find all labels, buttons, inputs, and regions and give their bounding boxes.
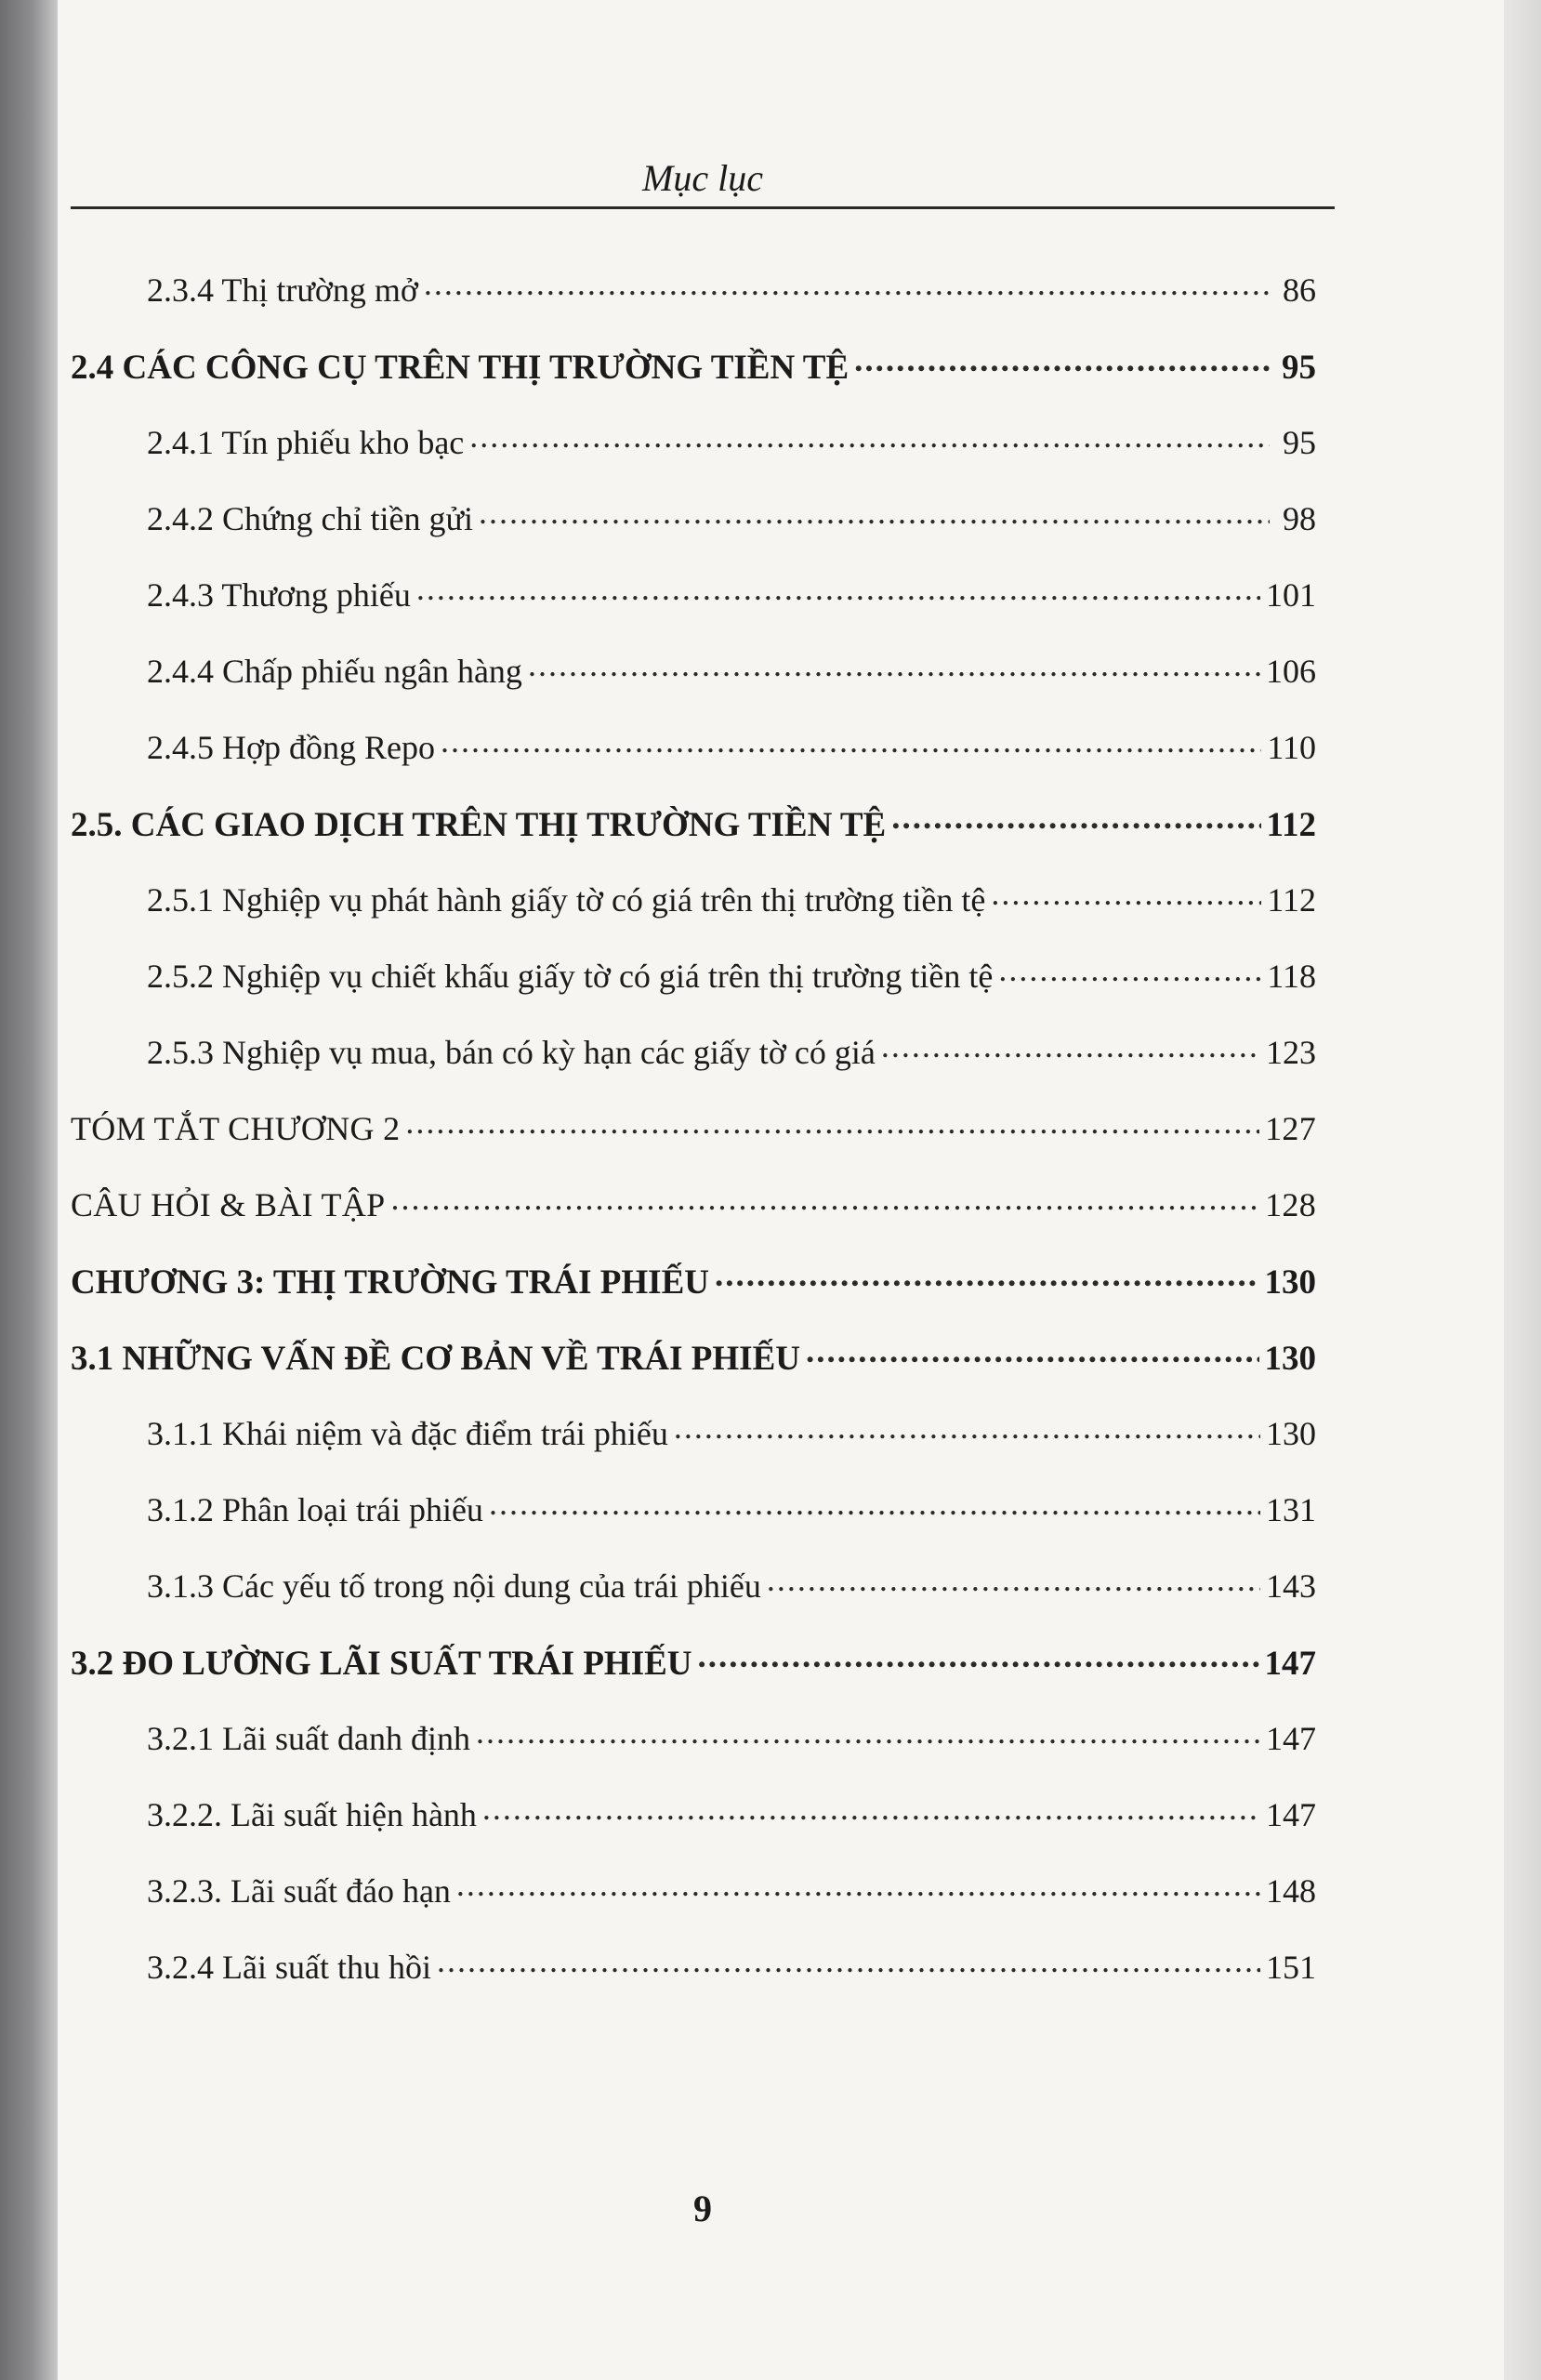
toc-entry[interactable] <box>71 1716 1316 1792</box>
toc-entry[interactable] <box>71 420 1316 496</box>
toc-entry[interactable] <box>71 1259 1316 1335</box>
leader-dots <box>416 573 1260 606</box>
toc-entry-title: 2.5.2 Nghiệp vụ chiết khấu giấy tờ có giá trên thị trường tiền tệ <box>147 958 994 995</box>
leader-dots <box>479 496 1270 530</box>
toc-entry[interactable] <box>71 573 1316 649</box>
toc-entry-page: 110 <box>1267 729 1316 766</box>
toc-entry[interactable] <box>71 1792 1316 1869</box>
toc-entry[interactable] <box>71 1640 1316 1716</box>
toc-entry-title: 3.2.3. Lãi suất đáo hạn <box>147 1872 451 1910</box>
page-number: 9 <box>693 2188 712 2229</box>
toc-entry[interactable] <box>71 1183 1316 1259</box>
toc-entry-title: 3.1.3 Các yếu tố trong nội dung của trái phiếu <box>147 1567 761 1605</box>
toc-entry-title: 3.1.2 Phân loại trái phiếu <box>147 1491 483 1528</box>
toc-entry[interactable] <box>71 878 1316 954</box>
leader-dots <box>698 1640 1259 1674</box>
toc-entry[interactable] <box>71 268 1316 344</box>
toc-entry-page: 86 <box>1283 271 1316 309</box>
leader-dots <box>405 1106 1259 1140</box>
leader-dots <box>456 1869 1260 1902</box>
leader-dots <box>476 1716 1260 1750</box>
toc-entry-title: 2.5.1 Nghiệp vụ phát hành giấy tờ có giá trên thị trường tiền tệ <box>147 881 986 919</box>
toc-entry-title: 3.2.4 Lãi suất thu hồi <box>147 1949 431 1986</box>
book-spine-shadow <box>0 0 58 2380</box>
toc-entry-page: 127 <box>1265 1110 1316 1147</box>
toc-entry[interactable] <box>71 1869 1316 1945</box>
toc-entry[interactable] <box>71 1564 1316 1640</box>
table-of-contents <box>71 268 1316 2021</box>
toc-entry-page: 147 <box>1266 1720 1316 1757</box>
toc-entry[interactable] <box>71 649 1316 725</box>
toc-entry-title: CHƯƠNG 3: THỊ TRƯỜNG TRÁI PHIẾU <box>71 1263 709 1302</box>
show-through-text <box>225 220 1415 245</box>
page-stack-edge <box>1504 0 1541 2380</box>
toc-entry-page: 130 <box>1264 1340 1316 1378</box>
toc-entry-title: 2.4 CÁC CÔNG CỤ TRÊN THỊ TRƯỜNG TIỀN TỆ <box>71 349 850 387</box>
toc-entry-title: 3.2.2. Lãi suất hiện hành <box>147 1796 477 1833</box>
header-divider <box>71 206 1335 209</box>
toc-entry-title: 2.4.2 Chứng chỉ tiền gửi <box>147 500 473 537</box>
toc-entry-title: CÂU HỎI & BÀI TẬP <box>71 1186 386 1223</box>
toc-entry-title: 2.4.4 Chấp phiếu ngân hàng <box>147 653 522 690</box>
leader-dots <box>991 878 1261 911</box>
toc-entry-page: 123 <box>1266 1034 1316 1071</box>
toc-entry-title: 2.4.5 Hợp đồng Repo <box>147 729 436 766</box>
toc-entry-page: 131 <box>1266 1491 1316 1528</box>
leader-dots <box>674 1411 1260 1445</box>
toc-entry-page: 147 <box>1266 1796 1316 1833</box>
toc-entry[interactable] <box>71 1106 1316 1183</box>
toc-entry[interactable] <box>71 1030 1316 1106</box>
toc-entry-page: 147 <box>1264 1645 1316 1683</box>
leader-dots <box>482 1792 1260 1826</box>
toc-entry-page: 101 <box>1266 576 1316 614</box>
toc-entry-page: 106 <box>1266 653 1316 690</box>
leader-dots <box>469 420 1270 454</box>
toc-entry[interactable] <box>71 1411 1316 1488</box>
toc-entry-title: 3.2.1 Lãi suất danh định <box>147 1720 470 1757</box>
leader-dots <box>424 268 1270 301</box>
leader-dots <box>767 1564 1260 1597</box>
leader-dots <box>437 1945 1260 1978</box>
toc-entry-title: 3.2 ĐO LƯỜNG LÃI SUẤT TRÁI PHIẾU <box>71 1645 692 1683</box>
toc-entry[interactable] <box>71 801 1316 878</box>
toc-entry[interactable] <box>71 1488 1316 1564</box>
toc-entry[interactable] <box>71 496 1316 573</box>
leader-dots <box>998 954 1261 987</box>
toc-entry-title: 2.4.1 Tín phiếu kho bạc <box>147 424 465 461</box>
leader-dots <box>854 344 1270 378</box>
leader-dots <box>441 725 1261 759</box>
toc-entry[interactable] <box>71 344 1316 420</box>
leader-dots <box>806 1335 1259 1369</box>
running-header: Mục lục <box>642 157 763 199</box>
toc-entry-title: 3.1 NHỮNG VẤN ĐỀ CƠ BẢN VỀ TRÁI PHIẾU <box>71 1340 800 1378</box>
leader-dots <box>891 801 1260 836</box>
toc-entry-page: 143 <box>1266 1567 1316 1605</box>
toc-entry-page: 112 <box>1267 881 1316 919</box>
toc-entry-page: 95 <box>1283 424 1316 461</box>
leader-dots <box>881 1030 1260 1064</box>
toc-entry-page: 148 <box>1266 1872 1316 1910</box>
toc-entry-page: 128 <box>1265 1186 1316 1223</box>
toc-entry-page: 118 <box>1267 958 1316 995</box>
toc-entry-page: 98 <box>1283 500 1316 537</box>
leader-dots <box>390 1183 1259 1216</box>
toc-entry-title: 3.1.1 Khái niệm và đặc điểm trái phiếu <box>147 1415 668 1452</box>
toc-entry[interactable] <box>71 1335 1316 1411</box>
leader-dots <box>489 1488 1260 1521</box>
toc-entry[interactable] <box>71 725 1316 801</box>
toc-entry-page: 95 <box>1282 349 1316 387</box>
toc-entry-title: 2.3.4 Thị trường mở <box>147 271 418 309</box>
toc-entry-page: 130 <box>1266 1415 1316 1452</box>
toc-entry-title: 2.5. CÁC GIAO DỊCH TRÊN THỊ TRƯỜNG TIỀN TỆ <box>71 806 887 844</box>
toc-entry-title: 2.4.3 Thương phiếu <box>147 576 411 614</box>
toc-entry-title: TÓM TẮT CHƯƠNG 2 <box>71 1110 401 1147</box>
leader-dots <box>715 1259 1259 1293</box>
toc-entry-page: 130 <box>1264 1263 1316 1302</box>
toc-entry[interactable] <box>71 954 1316 1030</box>
leader-dots <box>528 649 1260 682</box>
toc-entry[interactable] <box>71 1945 1316 2021</box>
toc-entry-title: 2.5.3 Nghiệp vụ mua, bán có kỳ hạn các giấy tờ có giá <box>147 1034 876 1071</box>
toc-entry-page: 112 <box>1266 806 1316 844</box>
toc-entry-page: 151 <box>1266 1949 1316 1986</box>
